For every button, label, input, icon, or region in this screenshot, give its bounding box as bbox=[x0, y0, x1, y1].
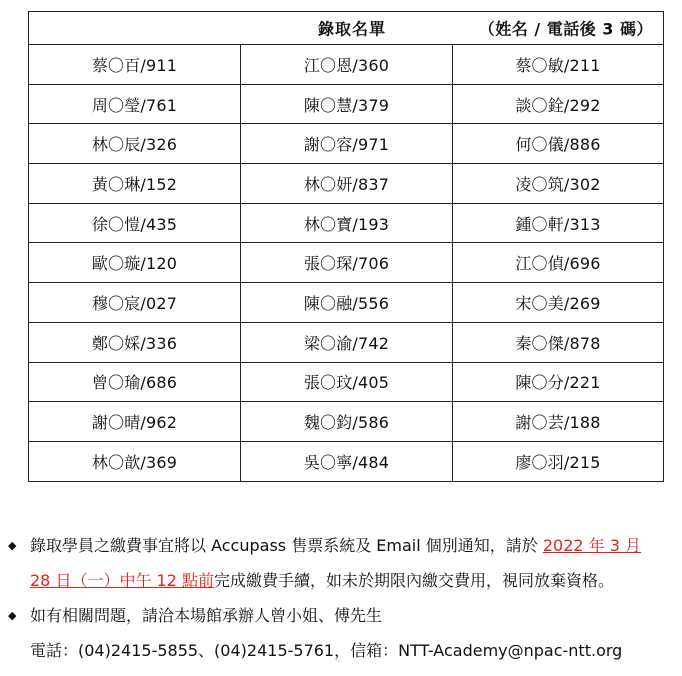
table-row bbox=[29, 362, 664, 402]
name-cell: 鍾〇軒/313 bbox=[453, 203, 664, 243]
table-format-note: （姓名 / 電話後 3 碼） bbox=[478, 19, 654, 39]
name-cell: 林〇辰/326 bbox=[29, 124, 241, 164]
name-cell: 林〇歆/369 bbox=[29, 441, 241, 481]
name-cell: 江〇偵/696 bbox=[453, 243, 664, 283]
table-row bbox=[29, 402, 664, 442]
notice-payment bbox=[8, 528, 668, 598]
table-header-cell bbox=[29, 12, 664, 45]
name-cell: 林〇妍/837 bbox=[241, 164, 453, 204]
notice-contact-details: 電話：(04)2415-5855、(04)2415-5761，信箱：NTT-Academy@npac-ntt.org bbox=[30, 641, 623, 660]
name-cell: 歐〇璇/120 bbox=[29, 243, 241, 283]
name-cell: 秦〇傑/878 bbox=[453, 322, 664, 362]
diamond-bullet-icon: ◆ bbox=[8, 539, 17, 552]
name-cell: 蔡〇百/911 bbox=[29, 45, 241, 85]
notice-contact bbox=[8, 598, 668, 668]
notice-payment-line2 bbox=[30, 563, 668, 598]
name-cell: 黃〇琳/152 bbox=[29, 164, 241, 204]
name-cell: 吳〇寧/484 bbox=[241, 441, 453, 481]
name-cell: 凌〇筑/302 bbox=[453, 164, 664, 204]
name-cell: 梁〇渝/742 bbox=[241, 322, 453, 362]
name-cell: 林〇寶/193 bbox=[241, 203, 453, 243]
name-cell: 蔡〇敏/211 bbox=[453, 45, 664, 85]
name-cell: 謝〇晴/962 bbox=[29, 402, 241, 442]
notice-contact-persons: 如有相關問題，請洽本場館承辦人曾小姐、傅先生 bbox=[30, 606, 383, 625]
table-row bbox=[29, 84, 664, 124]
table-title: 錄取名單 bbox=[318, 19, 387, 39]
name-cell: 謝〇芸/188 bbox=[453, 402, 664, 442]
name-cell: 徐〇愷/435 bbox=[29, 203, 241, 243]
name-cell: 張〇玟/405 bbox=[241, 362, 453, 402]
name-cell: 宋〇美/269 bbox=[453, 283, 664, 323]
payment-deadline-date-b: 28 日（一）中午 12 點前 bbox=[30, 571, 214, 590]
admission-table bbox=[28, 11, 664, 482]
notice-payment-text-b: 完成繳費手續，如未於期限內繳交費用，視同放棄資格。 bbox=[213, 571, 614, 590]
notice-payment-line1 bbox=[30, 528, 668, 563]
table-row bbox=[29, 164, 664, 204]
table-header-row bbox=[29, 12, 664, 45]
name-cell: 鄭〇婇/336 bbox=[29, 322, 241, 362]
notice-payment-text-a: 錄取學員之繳費事宜將以 Accupass 售票系統及 Email 個別通知，請於 bbox=[30, 536, 543, 555]
name-cell: 魏〇鈞/586 bbox=[241, 402, 453, 442]
notice-section bbox=[8, 528, 668, 668]
table-row bbox=[29, 203, 664, 243]
table-row bbox=[29, 45, 664, 85]
name-cell: 謝〇容/971 bbox=[241, 124, 453, 164]
name-cell: 陳〇融/556 bbox=[241, 283, 453, 323]
name-cell: 張〇琛/706 bbox=[241, 243, 453, 283]
name-cell: 周〇瑩/761 bbox=[29, 84, 241, 124]
table-row bbox=[29, 283, 664, 323]
table-row bbox=[29, 243, 664, 283]
name-cell: 陳〇慧/379 bbox=[241, 84, 453, 124]
name-cell: 廖〇羽/215 bbox=[453, 441, 664, 481]
table-row bbox=[29, 441, 664, 481]
name-cell: 曾〇瑜/686 bbox=[29, 362, 241, 402]
name-cell: 陳〇分/221 bbox=[453, 362, 664, 402]
name-cell: 談〇銓/292 bbox=[453, 84, 664, 124]
payment-deadline-date-a: 2022 年 3 月 bbox=[542, 536, 642, 555]
table-row bbox=[29, 322, 664, 362]
name-cell: 穆〇宸/027 bbox=[29, 283, 241, 323]
name-cell: 江〇恩/360 bbox=[241, 45, 453, 85]
diamond-bullet-icon: ◆ bbox=[8, 609, 17, 622]
table-row bbox=[29, 124, 664, 164]
name-cell: 何〇儀/886 bbox=[453, 124, 664, 164]
